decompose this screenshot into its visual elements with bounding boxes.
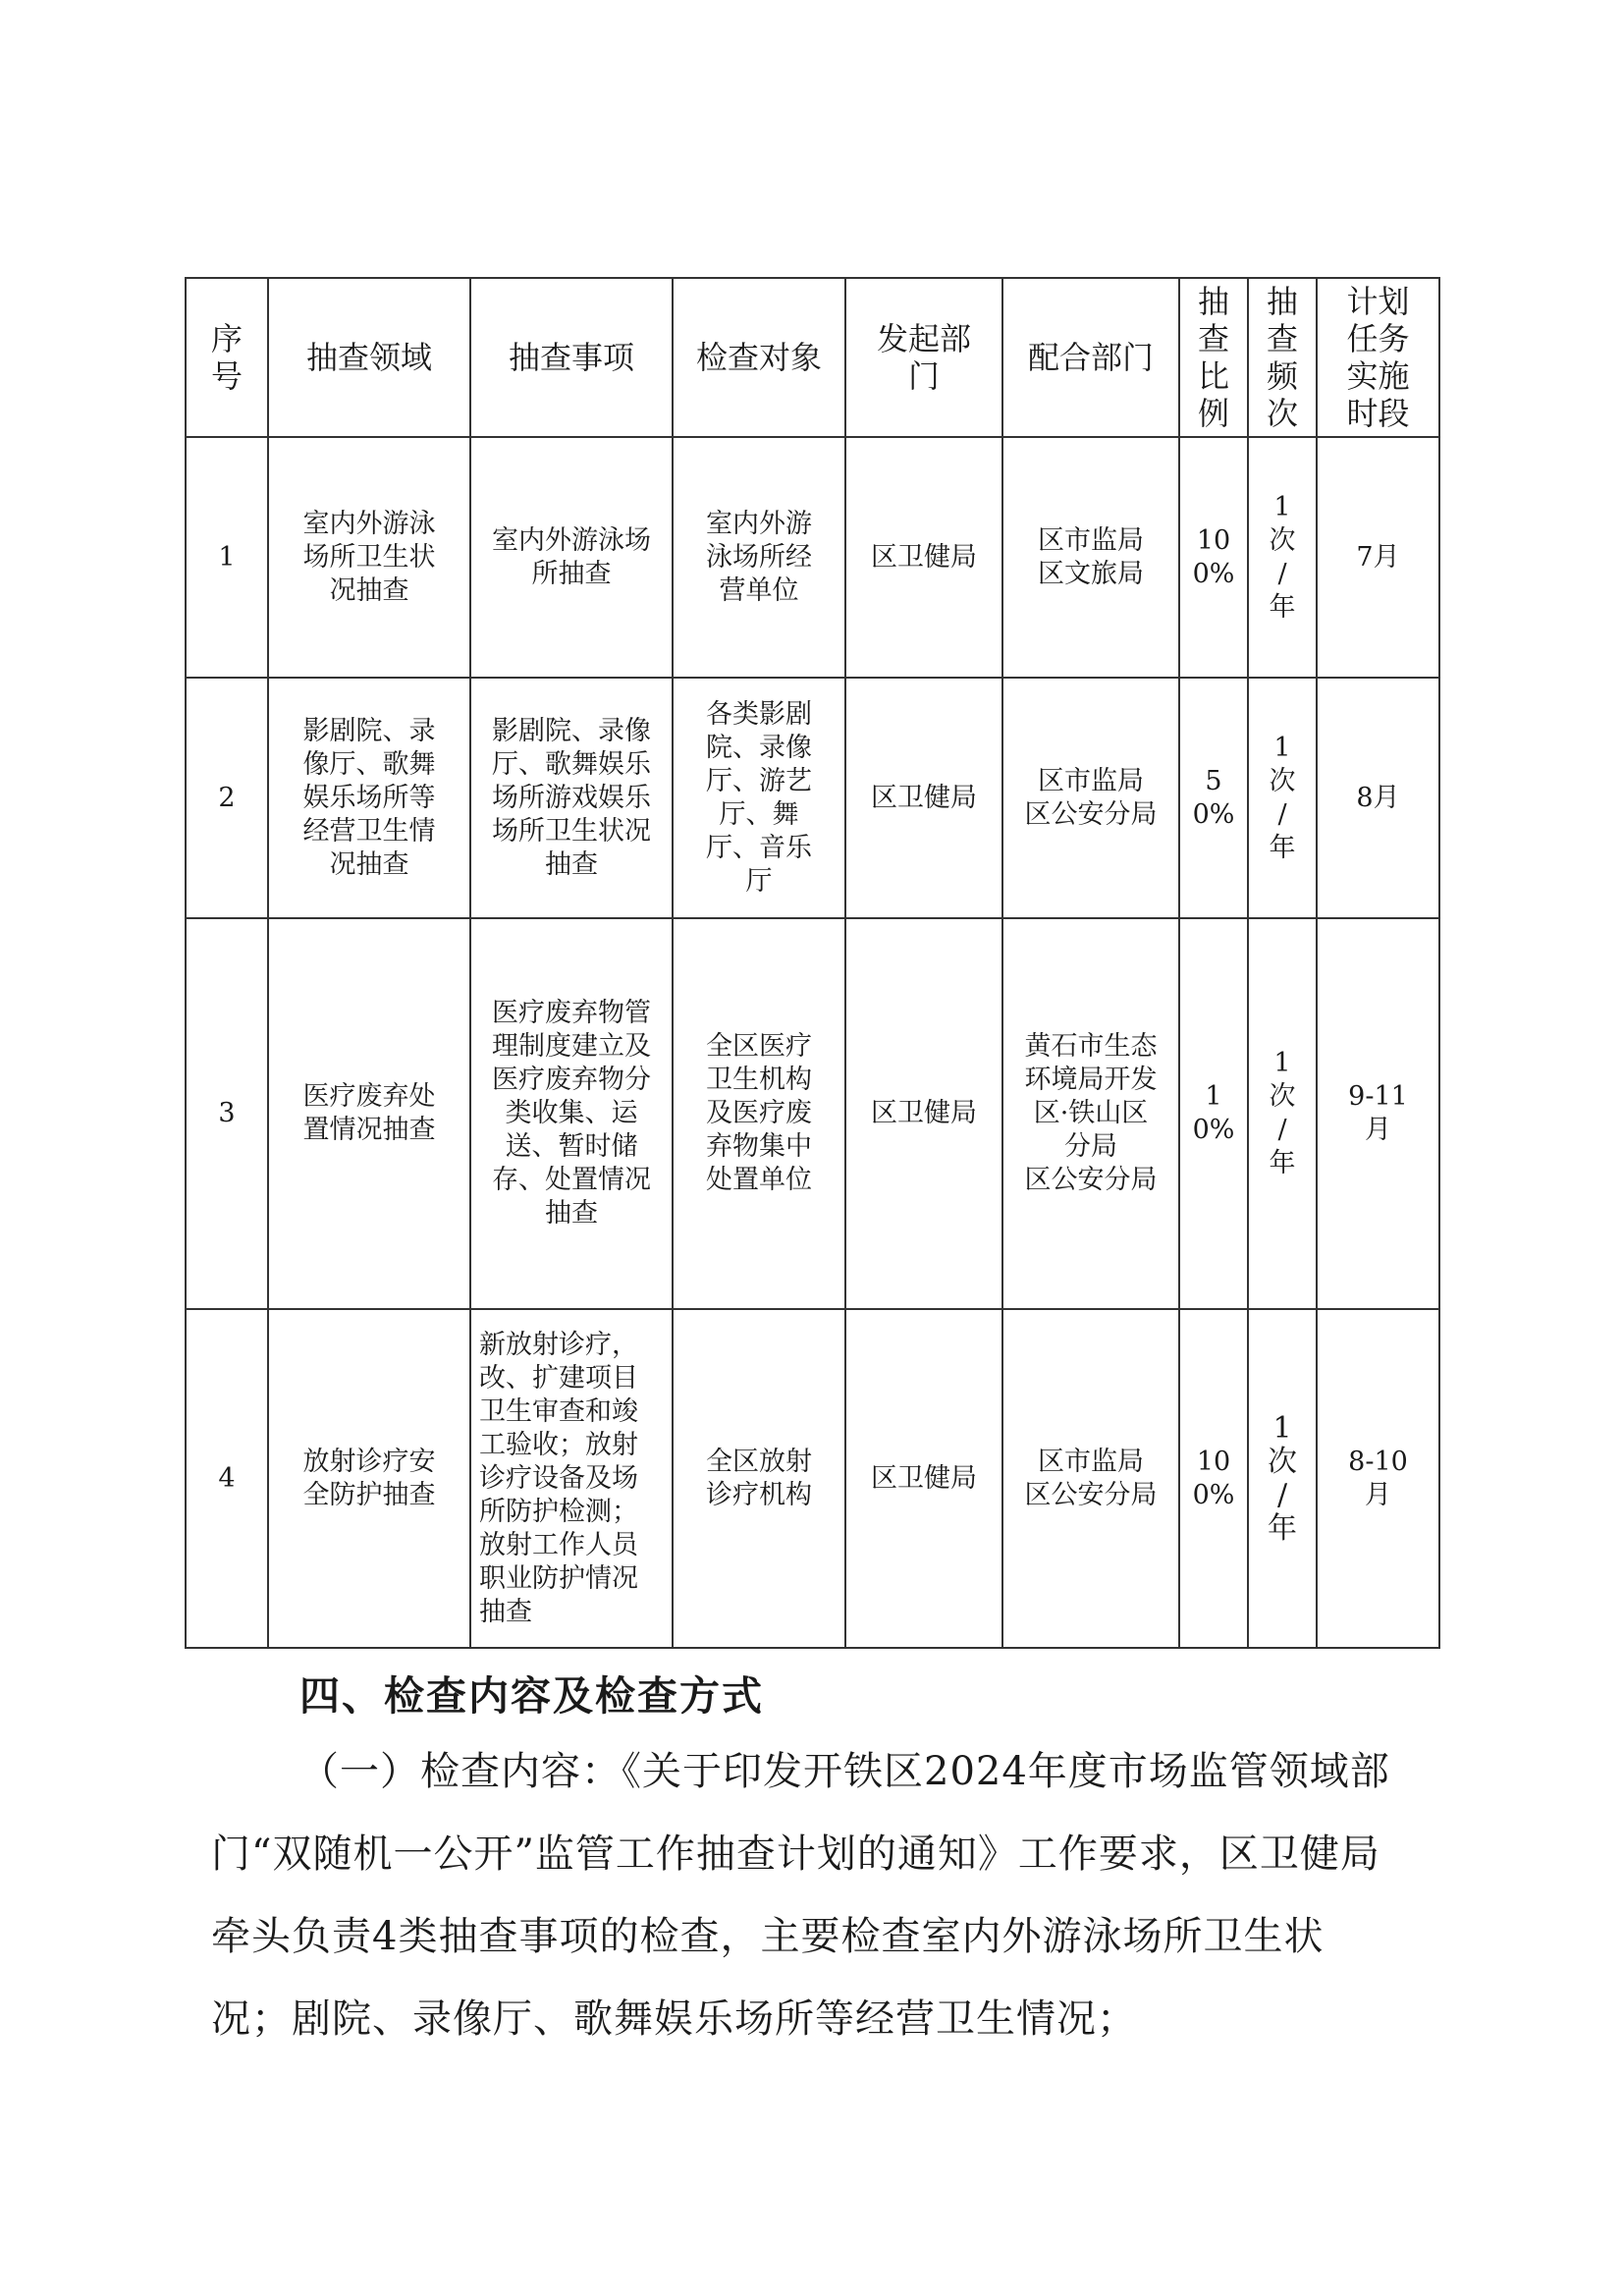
row-domain: 医疗废弃处 置情况抽查 — [268, 918, 470, 1309]
header-item: 抽查事项 — [470, 278, 673, 437]
row-initiator: 区卫健局 — [845, 678, 1002, 918]
row-cooperator: 区市监局 区公安分局 — [1002, 678, 1179, 918]
row-period: 8月 — [1317, 678, 1439, 918]
row-seq: 3 — [186, 918, 268, 1309]
row-item: 影剧院、录像 厅、歌舞娱乐 场所游戏娱乐 场所卫生状况 抽查 — [470, 678, 673, 918]
header-ratio: 抽 查 比 例 — [1179, 278, 1248, 437]
table-row — [186, 918, 1439, 1309]
header-target: 检查对象 — [673, 278, 845, 437]
row-frequency: 1 次 / 年 — [1248, 1309, 1317, 1648]
row-frequency: 1 次 / 年 — [1248, 437, 1317, 678]
row-cooperator: 区市监局 区文旅局 — [1002, 437, 1179, 678]
row-initiator: 区卫健局 — [845, 437, 1002, 678]
row-seq: 2 — [186, 678, 268, 918]
section-paragraph: （一）检查内容：《关于印发开铁区2024年度市场监管领域部门“双随机一公开”监管工作抽查计划的通知》工作要求，区卫健局牵头负责4类抽查事项的检查，主要检查室内外游泳场所卫生状况；剧院、录像厅、歌舞娱乐场所等经营卫生情况； — [211, 1749, 1390, 2042]
row-frequency: 1 次 / 年 — [1248, 918, 1317, 1309]
row-ratio: 50% — [1179, 678, 1248, 918]
table-row — [186, 678, 1439, 918]
inspection-plan-table — [185, 277, 1440, 1649]
row-domain: 影剧院、录 像厅、歌舞 娱乐场所等 经营卫生情 况抽查 — [268, 678, 470, 918]
row-cooperator: 区市监局 区公安分局 — [1002, 1309, 1179, 1648]
row-initiator: 区卫健局 — [845, 1309, 1002, 1648]
row-period: 8-10 月 — [1317, 1309, 1439, 1648]
row-target: 各类影剧 院、录像 厅、游艺 厅、舞 厅、音乐 厅 — [673, 678, 845, 918]
row-frequency: 1 次 / 年 — [1248, 678, 1317, 918]
row-target: 室内外游 泳场所经 营单位 — [673, 437, 845, 678]
header-seq: 序 号 — [186, 278, 268, 437]
row-item: 医疗废弃物管 理制度建立及 医疗废弃物分 类收集、运 送、暂时储 存、处置情况 抽查 — [470, 918, 673, 1309]
header-domain: 抽查领域 — [268, 278, 470, 437]
row-domain: 放射诊疗安 全防护抽查 — [268, 1309, 470, 1648]
row-initiator: 区卫健局 — [845, 918, 1002, 1309]
row-ratio: 10% — [1179, 918, 1248, 1309]
row-period: 7月 — [1317, 437, 1439, 678]
row-item: 新放射诊疗， 改、扩建项目 卫生审查和竣 工验收；放射 诊疗设备及场 所防护检测； 放射工作人员 职业防护情况 抽查 — [470, 1309, 673, 1648]
row-target: 全区医疗 卫生机构 及医疗废 弃物集中 处置单位 — [673, 918, 845, 1309]
table-header-row — [186, 278, 1439, 437]
row-period: 9-11 月 — [1317, 918, 1439, 1309]
table-row — [186, 1309, 1439, 1648]
row-seq: 1 — [186, 437, 268, 678]
table-row — [186, 437, 1439, 678]
row-domain: 室内外游泳 场所卫生状 况抽查 — [268, 437, 470, 678]
row-seq: 4 — [186, 1309, 268, 1648]
row-ratio: 100% — [1179, 437, 1248, 678]
row-cooperator: 黄石市生态 环境局开发 区·铁山区 分局 区公安分局 — [1002, 918, 1179, 1309]
header-frequency: 抽 查 频 次 — [1248, 278, 1317, 437]
header-cooperator: 配合部门 — [1002, 278, 1179, 437]
header-initiator: 发起部 门 — [845, 278, 1002, 437]
row-item: 室内外游泳场 所抽查 — [470, 437, 673, 678]
row-target: 全区放射 诊疗机构 — [673, 1309, 845, 1648]
section-heading: 四、检查内容及检查方式 — [299, 1672, 764, 1720]
header-period: 计划 任务 实施 时段 — [1317, 278, 1439, 437]
row-ratio: 100% — [1179, 1309, 1248, 1648]
